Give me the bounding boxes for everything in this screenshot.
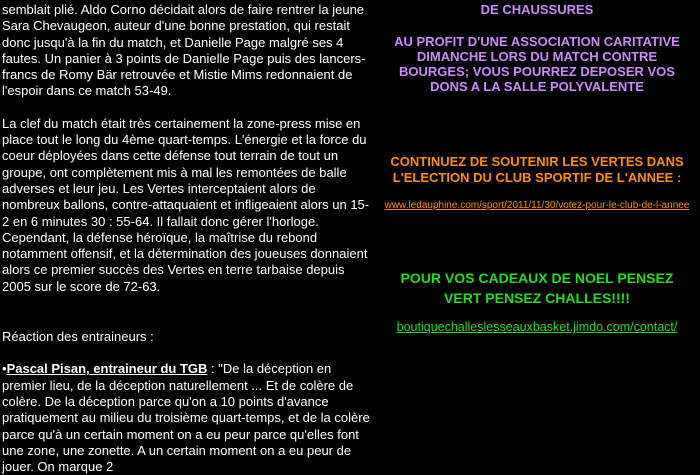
article-paragraph-2: La clef du match était très certainement la zone-press mise en place tout le long du 4ème quart-temps. L'énergie et la force du coeur déployées dans cette défense tout terrain de tout un groupe, ont complètement mis à mal les remontées de balle adverses et leur jeu. Les Vertes interceptaient alors de nombreux ballons, contre-attaquaient et infligeaient alors un 15-2 en 6 minutes 30 : 55-64. Il fallait donc gérer l'horloge. Cependant, la défense héroïque, la maîtrise du rebond notamment offensif, et la détermination des joueuses donnaient alors ce premier succès des Vertes en terre tarbaise depuis 2005 sur le score de 72-63.: [2, 115, 370, 294]
coach-quote: : "De la déception en premier lieu, de la déception naturellement ... Et de colère de colère. De la déception parce qu'on a 10 points d'avance pratiquement au milieu du troisième quart-temps, et de la colère parce qu'à un certain moment on a eu peur parce qu'elles font une zone, une zonette. A un certain moment on a eu peur de jouer. On marque 2: [2, 361, 370, 475]
shoes-heading: DE CHAUSSURES: [480, 2, 594, 17]
coach-name: Pascal Pisan, entraineur du TGB: [6, 361, 208, 377]
article-paragraph-1: semblait plié. Aldo Corno décidait alors de faire rentrer la jeune Sara Chevaugeon, auteur d'une bonne prestation, qui restait donc jusqu'à la fin du match, et Danielle Page malgré ses 4 fautes. Un panier à 3 points de Danielle Page puis des lancers-francs de Romy Bär retrouvée et Mistie Mims redonnaient de l'espoir dans ce match 53-49.: [2, 2, 366, 99]
vote-link[interactable]: www.ledauphine.com/sport/2011/11/30/votez-pour-le-club-de-l-annee: [384, 200, 690, 211]
bullet-icon: •: [2, 361, 7, 377]
charity-announcement: AU PROFIT D'UNE ASSOCIATION CARITATIVE DIMANCHE LORS DU MATCH CONTRE BOURGES; VOUS POURREZ DEPOSER VOS DONS A LA SALLE POLYVALENTE: [394, 34, 680, 94]
gift-announcement: POUR VOS CADEAUX DE NOEL PENSEZ VERT PENSEZ CHALLES!!!!: [400, 270, 674, 306]
coach-reaction: [2, 361, 374, 475]
reaction-heading: Réaction des entraineurs :: [2, 329, 154, 345]
article-column: [2, 2, 374, 475]
vote-announcement: CONTINUEZ DE SOUTENIR LES VERTES DANS L'ELECTION DU CLUB SPORTIF DE L'ANNEE :: [390, 154, 684, 185]
shop-link[interactable]: boutiquechalleslesseauxbasket.jimdo.com/contact/: [396, 320, 678, 334]
